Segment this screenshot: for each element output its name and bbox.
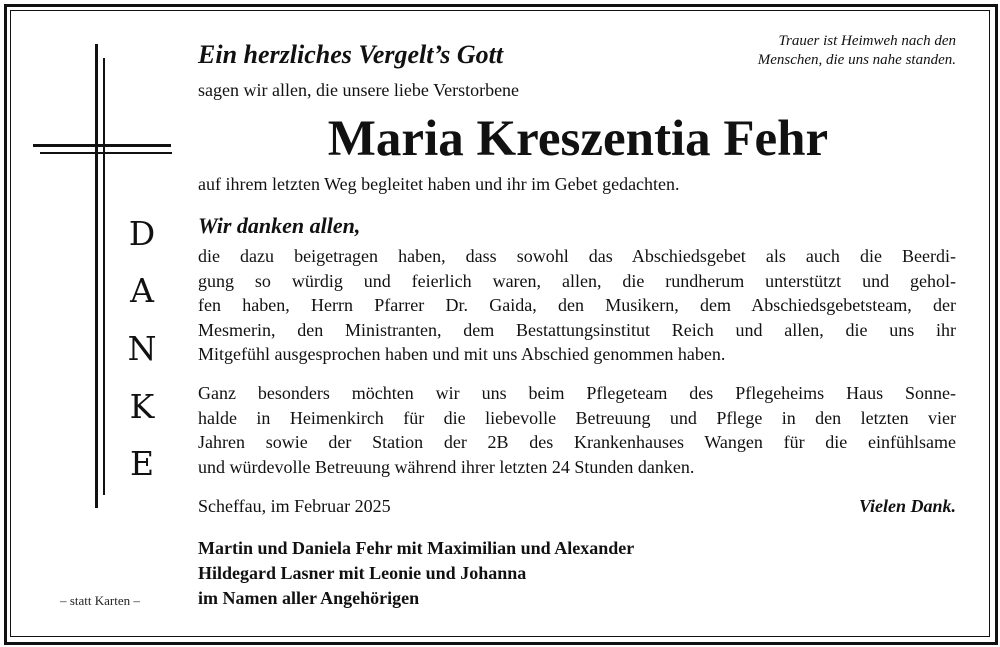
cross-icon-horizontal: [33, 144, 171, 147]
paragraph-line: halde in Heimenkirch für die liebevolle Betreuung und Pflege in den letzten vier: [198, 407, 956, 428]
paragraph-line: gung so würdig und feierlich waren, allen, die rundherum unterstützt und gehol-: [198, 270, 956, 291]
danke-letter: E: [129, 444, 155, 483]
thanks-heading: Wir danken allen,: [198, 213, 361, 238]
deceased-name: Maria Kreszentia Fehr: [327, 111, 829, 167]
quote-line: Menschen, die uns nahe standen.: [757, 52, 956, 68]
cross-icon-horizontal-inner: [40, 152, 172, 154]
danke-letter: N: [127, 329, 157, 368]
intro-text: sagen wir allen, die unsere liebe Verstorbene: [198, 80, 520, 100]
heading: Ein herzliches Vergelt’s Gott: [198, 40, 504, 69]
paragraph-line: Jahren sowie der Station der 2B des Krankenhauses Wangen für die einfühlsame: [198, 432, 956, 452]
danke-letter: K: [129, 387, 155, 426]
danke-letter: A: [130, 271, 154, 310]
place-date: Scheffau, im Februar 2025: [198, 496, 391, 516]
family-line: Hildegard Lasner mit Leonie und Johanna: [198, 563, 527, 583]
cross-icon-vertical-inner: [103, 58, 105, 495]
paragraph-line: fen haben, Herrn Pfarrer Dr. Gaida, den Musikern, dem Abschiedsgebetsteam, der: [198, 295, 956, 315]
statt-karten-note: – statt Karten –: [60, 593, 140, 608]
paragraph-line: und würdevolle Betreuung während ihrer letzten 24 Stunden danken.: [198, 456, 695, 477]
closing-thanks: Vielen Dank.: [858, 496, 956, 516]
paragraph-line: die dazu beigetragen haben, dass sowohl das Abschiedsgebet als auch die Beerdi-: [198, 246, 956, 266]
family-line: Martin und Daniela Fehr mit Maximilian und Alexander: [198, 538, 635, 558]
epigraph-quote: [688, 32, 956, 70]
paragraph-line: Mesmerin, den Ministranten, dem Bestattungsinstitut Reich und allen, die uns ihr: [198, 319, 956, 340]
quote-line: Trauer ist Heimweh nach den: [778, 33, 956, 49]
paragraph-line: Ganz besonders möchten wir uns beim Pflegeteam des Pflegeheims Haus Sonne-: [198, 383, 956, 403]
after-name-text: auf ihrem letzten Weg begleitet haben und ihr im Gebet gedachten.: [198, 174, 680, 194]
paragraph-1: [198, 244, 956, 367]
danke-letter: D: [128, 214, 156, 253]
paragraph-2: [198, 381, 956, 479]
paragraph-line: Mitgefühl ausgesprochen haben und mit uns Abschied genommen haben.: [198, 344, 726, 364]
cross-icon-vertical: [95, 44, 98, 508]
family-line: im Namen aller Angehörigen: [198, 588, 420, 608]
